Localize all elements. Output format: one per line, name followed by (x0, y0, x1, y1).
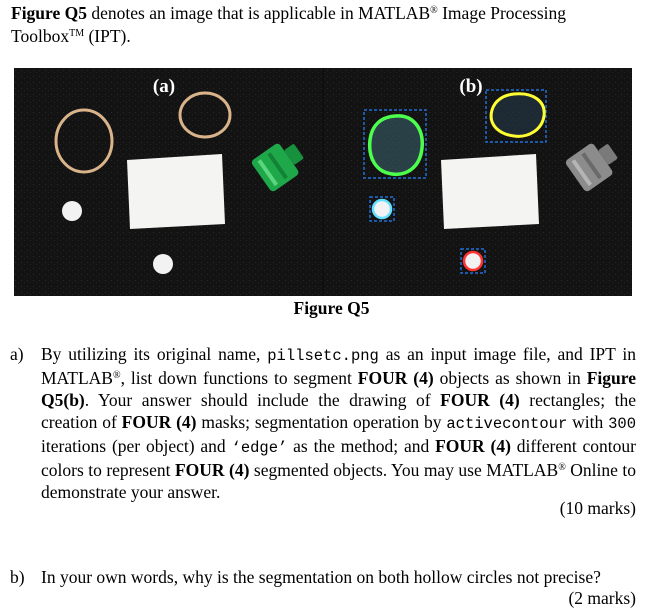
function-name: activecontour (446, 415, 568, 433)
trademark: TM (69, 28, 85, 39)
intro-text: Image Processing Toolbox (11, 3, 567, 46)
question-b-marks: (2 marks) (568, 588, 636, 608)
white-pill (153, 254, 173, 274)
intro-paragraph (11, 2, 639, 48)
intro-text: (IPT). (84, 26, 131, 46)
question-b-text: In your own words, why is the segmentation on both hollow circles not precise? (41, 567, 601, 587)
figure-image (14, 68, 632, 296)
question-b-label: b) (10, 567, 25, 587)
white-card (441, 154, 539, 229)
figure-reference: Figure Q5 (11, 3, 87, 23)
figure-caption: Figure Q5 (293, 298, 370, 318)
intro-text: denotes an image that is applicable in MATLAB (87, 3, 431, 23)
white-pill (62, 201, 82, 221)
registered-mark: ® (430, 5, 438, 16)
question-a-label: a) (10, 344, 24, 364)
question-a-text: By utilizing its original name, pillsetc.png as an input image file, and IPT in MATLAB®, list down functions to segment FOUR (4) objects as shown in Figure Q5(b). Your answer should include the drawing of FOUR (4) rectangles; the creation of FOUR (4) masks; segmentation operation by activecontour with 300 iterations (per object) and ‘edge’ as the method; and FOUR (4) different contour colors to represent FOUR (4) segmented objects. You may use MATLAB® Online to demonstrate your answer. (41, 344, 637, 502)
filename: pillsetc.png (267, 347, 379, 365)
panel-a-label: (a) (152, 76, 176, 97)
figure-q5 (14, 68, 632, 296)
question-a-marks: (10 marks) (559, 498, 636, 518)
white-card (127, 154, 225, 229)
panel-b-label: (b) (459, 76, 483, 97)
